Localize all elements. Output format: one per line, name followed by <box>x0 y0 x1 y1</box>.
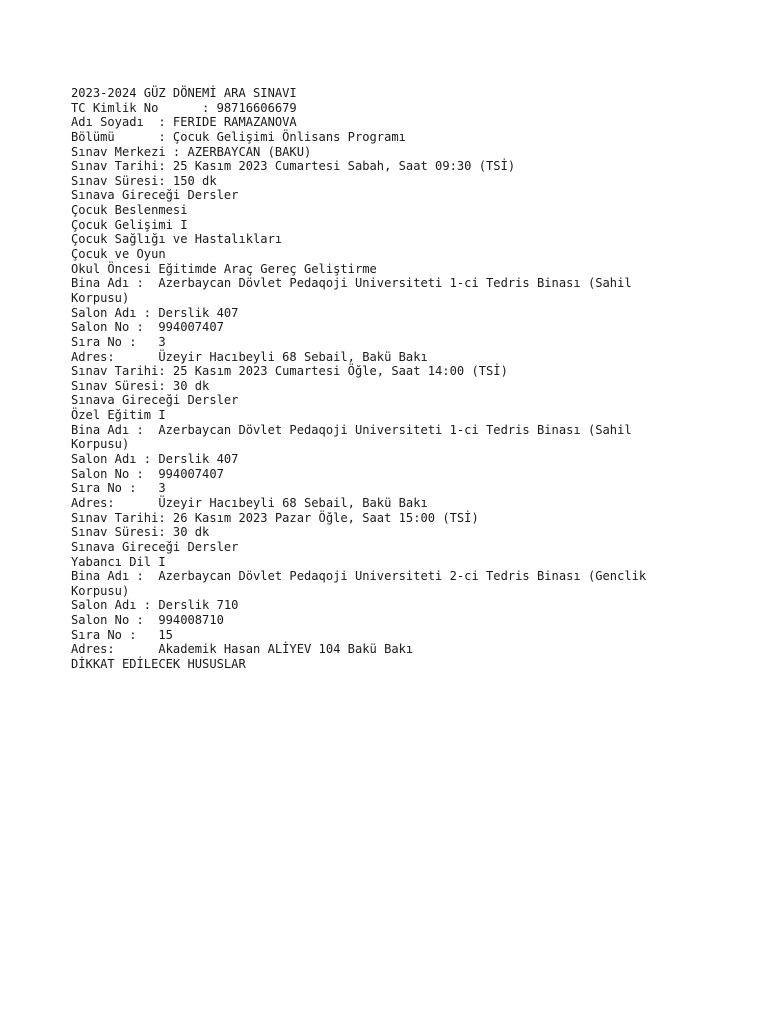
salon-no-line: Salon No : 994007407 <box>71 320 224 335</box>
building-line-continued: Korpusu) <box>71 437 130 452</box>
building-line: Bina Adı : Azerbaycan Dövlet Pedaqoji Universiteti 1-ci Tedris Binası (Sahil <box>71 422 632 437</box>
course-item: Çocuk ve Oyun <box>71 247 166 262</box>
salon-no-line: Salon No : 994007407 <box>71 466 224 481</box>
courses-heading: Sınava Gireceği Dersler <box>71 539 239 554</box>
course-item: Okul Öncesi Eğitimde Araç Gereç Geliştirme <box>71 261 377 276</box>
notices-heading: DİKKAT EDİLECEK HUSUSLAR <box>71 656 246 671</box>
course-item: Çocuk Gelişimi I <box>71 217 188 232</box>
address-line: Adres: Üzeyir Hacıbeyli 68 Sebail, Bakü Bakı <box>71 495 428 510</box>
building-line: Bina Adı : Azerbaycan Dövlet Pedaqoji Universiteti 1-ci Tedris Binası (Sahil <box>71 276 632 291</box>
course-item: Çocuk Sağlığı ve Hastalıkları <box>71 232 283 247</box>
exam-duration-line: Sınav Süresi: 30 dk <box>71 525 210 540</box>
course-item: Çocuk Beslenmesi <box>71 203 188 218</box>
salon-name-line: Salon Adı : Derslik 710 <box>71 598 239 613</box>
exam-duration-line: Sınav Süresi: 30 dk <box>71 378 210 393</box>
salon-name-line: Salon Adı : Derslik 407 <box>71 305 239 320</box>
salon-name-line: Salon Adı : Derslik 407 <box>71 452 239 467</box>
address-line: Adres: Akademik Hasan ALİYEV 104 Bakü Bakı <box>71 642 414 657</box>
building-line: Bina Adı : Azerbaycan Dövlet Pedaqoji Universiteti 2-ci Tedris Binası (Genclik <box>71 569 647 584</box>
seat-no-line: Sıra No : 3 <box>71 334 166 349</box>
document-title: 2023-2024 GÜZ DÖNEMİ ARA SINAVI <box>71 86 297 100</box>
exam-duration-line: Sınav Süresi: 150 dk <box>71 173 217 188</box>
building-line-continued: Korpusu) <box>71 290 130 305</box>
exam-date-line: Sınav Tarihi: 25 Kasım 2023 Cumartesi Sabah, Saat 09:30 (TSİ) <box>71 159 516 174</box>
course-item: Yabancı Dil I <box>71 554 166 569</box>
exam-date-line: Sınav Tarihi: 25 Kasım 2023 Cumartesi Öğle, Saat 14:00 (TSİ) <box>71 364 508 379</box>
tc-kimlik-line: TC Kimlik No : 98716606679 <box>71 100 297 115</box>
salon-no-line: Salon No : 994008710 <box>71 613 224 628</box>
seat-no-line: Sıra No : 15 <box>71 627 173 642</box>
seat-no-line: Sıra No : 3 <box>71 481 166 496</box>
building-line-continued: Korpusu) <box>71 583 130 598</box>
courses-heading: Sınava Gireceği Dersler <box>71 188 239 203</box>
name-line: Adı Soyadı : FERIDE RAMAZANOVA <box>71 115 297 130</box>
exam-date-line: Sınav Tarihi: 26 Kasım 2023 Pazar Öğle, Saat 15:00 (TSİ) <box>71 510 479 525</box>
course-item: Özel Eğitim I <box>71 408 166 423</box>
exam-center-line: Sınav Merkezi : AZERBAYCAN (BAKU) <box>71 144 312 159</box>
exam-document <box>71 86 751 672</box>
department-line: Bölümü : Çocuk Gelişimi Önlisans Programı <box>71 129 406 144</box>
address-line: Adres: Üzeyir Hacıbeyli 68 Sebail, Bakü Bakı <box>71 349 428 364</box>
courses-heading: Sınava Gireceği Dersler <box>71 393 239 408</box>
